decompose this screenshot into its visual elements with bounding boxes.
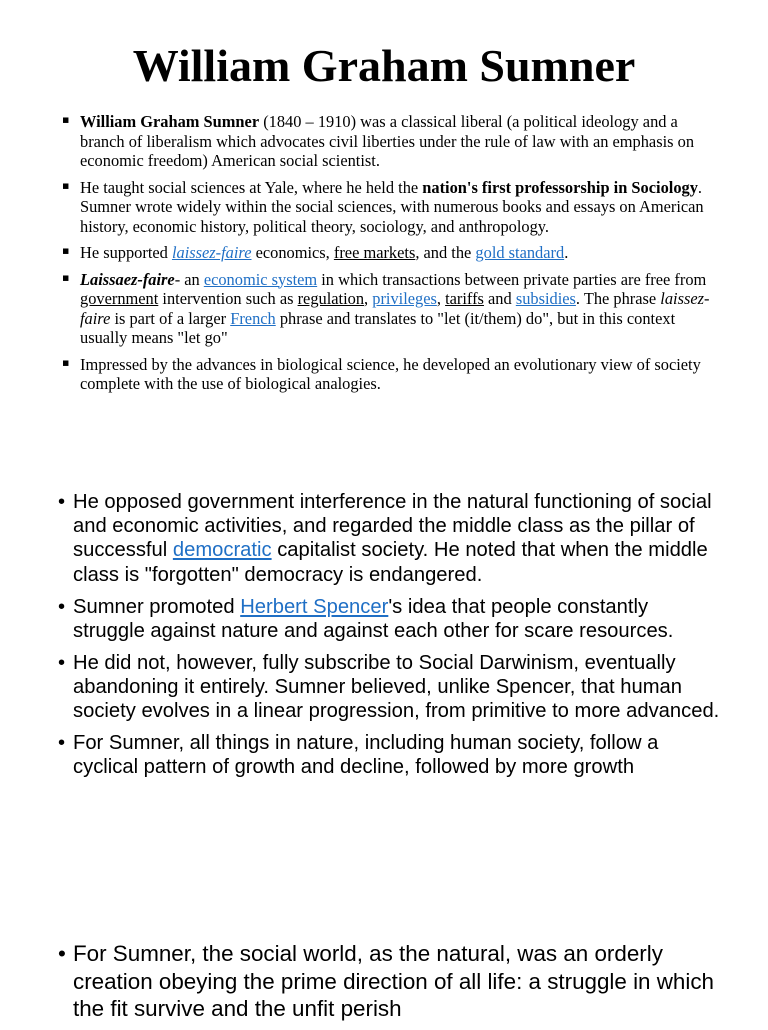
list-item-yale — [62, 178, 714, 237]
list-item-biology — [62, 355, 714, 394]
list-item-cyclical — [58, 731, 723, 779]
government-term: government — [80, 289, 159, 308]
link-french[interactable]: French — [230, 308, 276, 328]
link-privileges[interactable]: privileges — [372, 289, 437, 308]
list-item-bio — [62, 112, 714, 171]
social-world-bullet-list — [58, 940, 738, 1030]
round-bullet-icon: • — [58, 595, 66, 618]
biology-text: Impressed by the advances in biological science, he developed an evolutionary view of society complete with the use of biological analogies. — [80, 354, 701, 393]
definition-text-4: is part of a larger — [110, 308, 231, 328]
list-item-social-world — [58, 940, 738, 1023]
supported-text-pre: He supported — [80, 243, 172, 262]
link-herbert-spencer[interactable]: Herbert Spencer — [240, 595, 389, 618]
laissez-term-bold: Laissaez-faire — [80, 269, 175, 289]
cyclical-text: For Sumner, all things in nature, including human society, follow a cyclical pattern of growth and decline, followed by more growth — [73, 732, 659, 779]
bio-text: (1840 – 1910) was a classical liberal (a political ideology and a branch of liberalism which advocates civil liberties under the rule of law with an emphasis on economic freedom) American social scientist. — [80, 112, 695, 170]
list-item-government — [58, 490, 723, 587]
link-subsidies[interactable]: subsidies — [515, 289, 576, 308]
round-bullet-icon: • — [58, 491, 66, 513]
spencer-text-post: 's idea that people constantly struggle against nature and against each other for scare resources. — [73, 595, 674, 642]
definition-text-5: phrase and translates to "let (it/them) do", but in this context usually means "let go" — [80, 308, 676, 347]
round-bullet-icon: • — [58, 732, 66, 755]
yale-text-post: . Sumner wrote widely within the social sciences, with numerous books and essays on American history, economic history, political theory, sociology, and anthropology. — [80, 177, 704, 236]
list-item-darwinism — [58, 651, 723, 724]
definition-dash: - an — [174, 269, 204, 289]
free-markets-term: free markets — [333, 243, 416, 262]
social-world-text: For Sumner, the social world, as the natural, was an orderly creation obeying the prime direction of all life: a struggle in which the fit survive and the unfit perish — [73, 941, 714, 1021]
round-bullet-icon: • — [58, 941, 66, 966]
list-item-laissez-definition — [62, 270, 714, 348]
square-bullet-icon: ▪ — [62, 355, 70, 369]
and-text: and — [483, 289, 516, 308]
definition-text-2: intervention such as — [158, 289, 298, 308]
link-laissez-faire[interactable]: laissez-faire — [171, 243, 252, 262]
intro-bullet-list — [62, 112, 714, 401]
supported-text-post: . — [564, 243, 569, 262]
link-gold-standard[interactable]: gold standard — [475, 243, 565, 262]
yale-text-pre: He taught social sciences at Yale, where he held the — [80, 177, 423, 197]
professorship-bold: nation's first professorship in Sociology — [422, 177, 698, 197]
darwinism-text: He did not, however, fully subscribe to Social Darwinism, eventually abandoning it entirely. Sumner believed, unlike Spencer, that human society evolves in a linear progression, from primitive to more advanced. — [73, 651, 720, 723]
supported-text-mid1: economics, — [251, 243, 334, 262]
square-bullet-icon: ▪ — [62, 113, 70, 126]
supported-text-mid2: , and the — [415, 243, 476, 262]
sumner-name-bold: William Graham Sumner — [80, 112, 260, 131]
comma-2: , — [436, 289, 446, 308]
government-text-pre: He opposed government interference in the natural functioning of social and economic activities, and regarded the middle class as the pillar of successful — [73, 491, 712, 562]
laissez-phrase-italic: laissez-faire — [80, 289, 710, 328]
round-bullet-icon: • — [58, 651, 66, 674]
list-item-supported — [62, 243, 714, 263]
list-item-spencer — [58, 595, 723, 643]
views-bullet-list — [58, 490, 723, 787]
comma-1: , — [364, 289, 373, 308]
page-title: William Graham Sumner — [132, 40, 636, 91]
regulation-term: regulation — [297, 289, 365, 308]
definition-text-1: in which transactions between private parties are free from — [317, 269, 707, 289]
link-democratic[interactable]: democratic — [172, 539, 272, 562]
tariffs-term: tariffs — [445, 289, 484, 308]
square-bullet-icon: ▪ — [62, 270, 70, 284]
spencer-text-pre: Sumner promoted — [73, 595, 241, 618]
link-economic-system[interactable]: economic system — [203, 269, 318, 289]
square-bullet-icon: ▪ — [62, 178, 70, 192]
government-text-post: capitalist society. He noted that when the middle class is "forgotten" democracy is endangered. — [73, 539, 708, 586]
definition-text-3: . The phrase — [575, 289, 661, 308]
square-bullet-icon: ▪ — [62, 244, 70, 257]
